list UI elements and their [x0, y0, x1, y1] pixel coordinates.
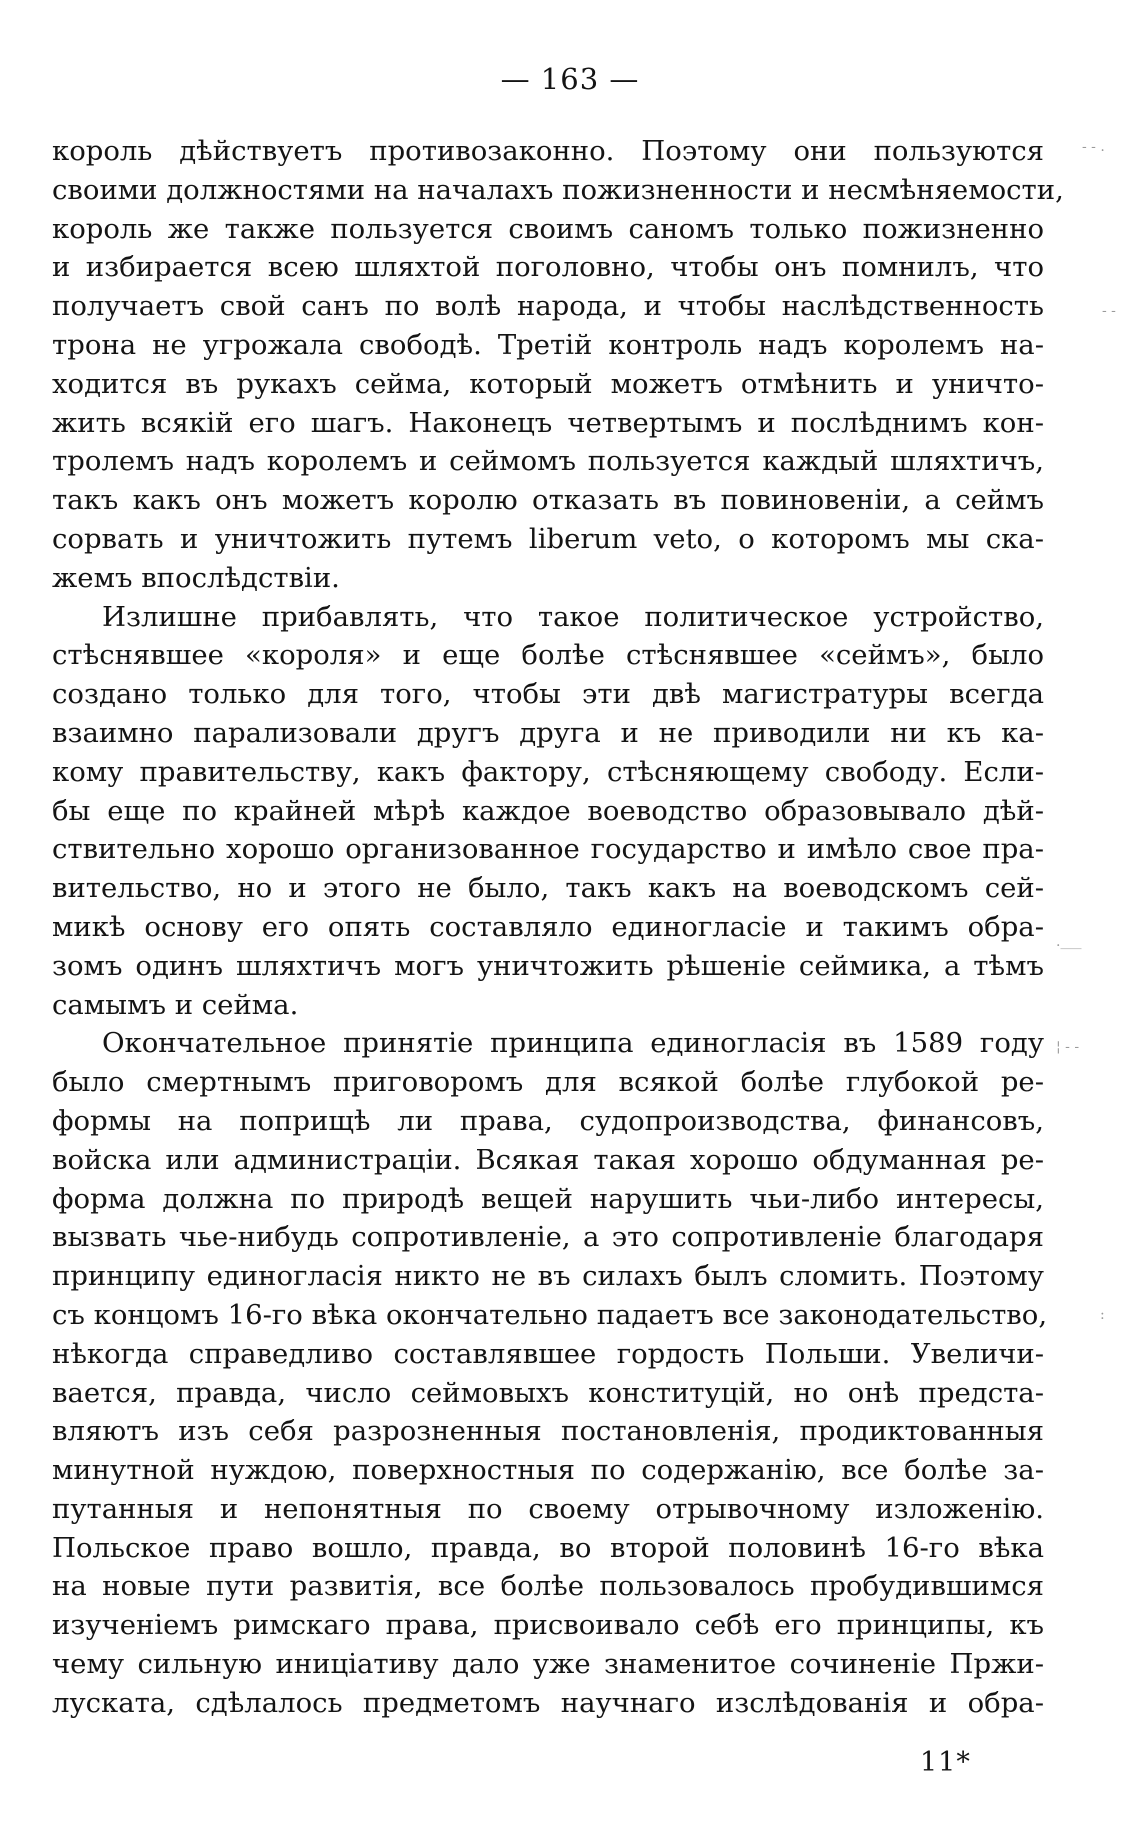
text-line: нѣкогда справедливо составлявшее гордость Польши. Увеличи- [52, 1337, 1044, 1370]
body-text [52, 132, 1064, 1723]
text-line: микѣ основу его опять составляло единогласіе и такимъ обра- [52, 910, 1044, 943]
margin-speck: - - . [1082, 139, 1105, 155]
text-line: жемъ впослѣдствіи. [52, 561, 340, 594]
paragraph [52, 598, 1044, 1025]
text-line: вительство, но и этого не было, такъ какъ на воеводскомъ сей- [52, 872, 1044, 905]
paragraph [52, 1024, 1048, 1722]
text-line: зомъ одинъ шляхтичъ могъ уничтожить рѣшеніе сеймика, а тѣмъ [52, 949, 1044, 982]
text-line: кому правительству, какъ фактору, стѣсняющему свободу. Если- [52, 755, 1044, 788]
text-line: формы на поприщѣ ли права, судопроизводства, финансовъ, [52, 1104, 1044, 1137]
text-line: чему сильную иниціативу дало уже знаменитое сочиненіе Пржи- [52, 1648, 1044, 1681]
text-line: ствительно хорошо организованное государство и имѣло свое пра- [52, 833, 1044, 866]
text-line: Излишне прибавлять, что такое политическое устройство, [102, 600, 1044, 633]
text-line: форма должна по природѣ вещей нарушить чьи-либо интересы, [52, 1182, 1044, 1215]
text-line: сорвать и уничтожить путемъ liberum veto, о которомъ мы ска- [52, 522, 1044, 555]
paragraph [52, 132, 1064, 598]
text-line: взаимно парализовали другъ друга и не приводили ни къ ка- [52, 716, 1044, 749]
text-line: минутной нуждою, поверхностныя по содержанію, все болѣе за- [52, 1454, 1044, 1487]
text-line: бы еще по крайней мѣрѣ каждое воеводство образовывало дѣй- [52, 794, 1044, 827]
text-line: король дѣйствуетъ противозаконно. Поэтому они пользуются [52, 135, 1044, 167]
text-line: и избирается всею шляхтой поголовно, чтобы онъ помнилъ, что [52, 251, 1044, 284]
text-line: вызвать чье-нибудь сопротивленіе, а это сопротивленіе благодаря [52, 1221, 1044, 1254]
margin-speck: ¦ - - [1056, 1039, 1080, 1055]
text-line: принципу единогласія никто не въ силахъ былъ сломить. Поэтому [52, 1260, 1044, 1293]
margin-speck: .___ [1056, 934, 1082, 950]
text-line: Окончательное принятіе принципа единогласія въ 1589 году [102, 1027, 1044, 1060]
text-line: на новые пути развитія, все болѣе пользовалось пробудившимся [52, 1570, 1044, 1603]
text-line: король же также пользуется своимъ саномъ только пожизненно [52, 212, 1044, 245]
text-line: ходится въ рукахъ сейма, который можетъ отмѣнить и уничто- [52, 367, 1044, 400]
text-line: съ концомъ 16-го вѣка окончательно падаетъ все законодательство, [52, 1298, 1048, 1331]
text-line: изученіемъ римскаго права, присвоивало себѣ его принципы, къ [52, 1609, 1044, 1642]
text-line: создано только для того, чтобы эти двѣ магистратуры всегда [52, 678, 1044, 711]
text-line: такъ какъ онъ можетъ королю отказать въ повиновеніи, а сеймъ [52, 484, 1044, 517]
text-line: получаетъ свой санъ по волѣ народа, и чтобы наслѣдственность [52, 290, 1044, 323]
page-number: — 163 — [500, 62, 640, 96]
text-line: вается, правда, число сеймовыхъ конституцій, но онѣ предста- [52, 1376, 1044, 1409]
text-line: трона не угрожала свободѣ. Третій контроль надъ королемъ на- [52, 328, 1044, 361]
margin-speck: : [1100, 1307, 1105, 1323]
text-line: луската, сдѣлалось предметомъ научнаго изслѣдованія и обра- [52, 1686, 1044, 1719]
text-line: самымъ и сейма. [52, 988, 299, 1021]
text-line: вляютъ изъ себя разрозненныя постановленія, продиктованныя [52, 1415, 1044, 1448]
text-line: Польское право вошло, правда, во второй половинѣ 16-го вѣка [52, 1531, 1044, 1564]
margin-speck: - - [1102, 303, 1116, 319]
text-line: своими должностями на началахъ пожизненности и несмѣняемости, [52, 173, 1064, 206]
text-line: войска или администраціи. Всякая такая хорошо обдуманная ре- [52, 1143, 1044, 1176]
text-line: путанныя и непонятныя по своему отрывочному изложенію. [52, 1492, 1044, 1525]
text-line: жить всякій его шагъ. Наконецъ четвертымъ и послѣднимъ кон- [52, 406, 1044, 439]
printer-signature-mark: 11* [920, 1747, 971, 1778]
text-line: тролемъ надъ королемъ и сеймомъ пользуется каждый шляхтичъ, [52, 445, 1044, 478]
text-line: стѣснявшее «короля» и еще болѣе стѣснявшее «сеймъ», было [52, 639, 1044, 672]
text-line: было смертнымъ приговоромъ для всякой болѣе глубокой ре- [52, 1066, 1044, 1099]
